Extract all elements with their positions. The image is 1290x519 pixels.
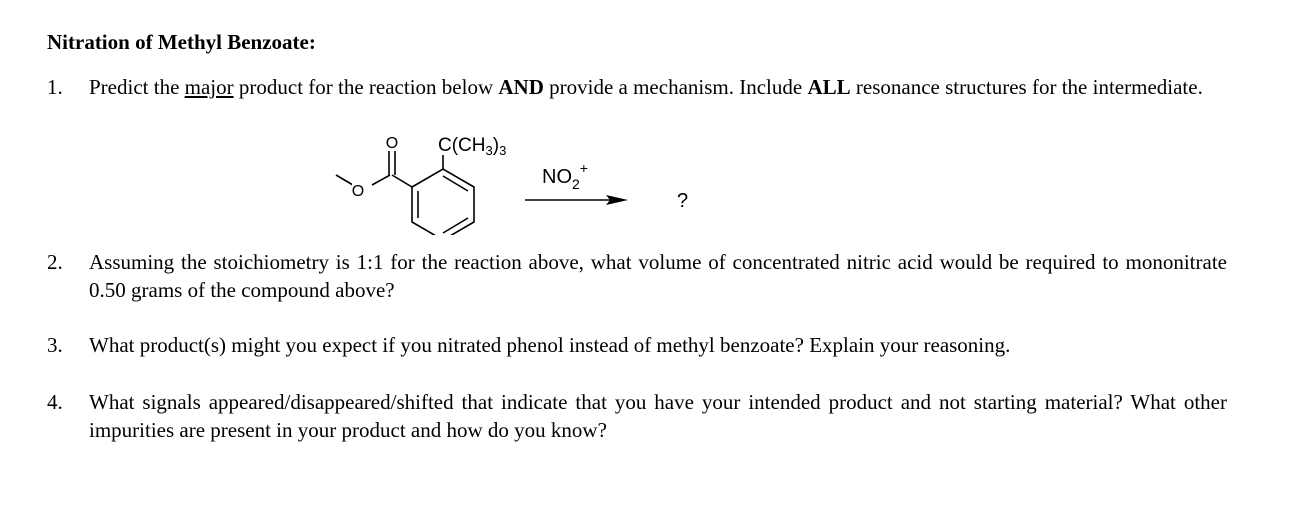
aryl-bond (392, 175, 412, 187)
bold-word: AND (498, 75, 544, 99)
question-2 (47, 248, 1227, 304)
underlined-word: major (184, 75, 234, 99)
aromatic-inner-bond (443, 176, 468, 191)
product-unknown: ? (677, 190, 689, 212)
reaction-arrow (525, 195, 628, 205)
text-segment: product for the reaction below (233, 75, 499, 99)
question-1 (47, 73, 1227, 101)
ester-bond (372, 175, 390, 185)
question-number: 3. (47, 333, 63, 357)
benzene-ring (412, 169, 474, 235)
bold-word: ALL (807, 75, 851, 99)
question-4 (47, 388, 1227, 444)
question-text: What product(s) might you expect if you nitrated phenol instead of methyl benzoate? Explain your reasoning. (89, 333, 1011, 357)
question-number: 2. (47, 250, 63, 274)
ester-oxygen-label: O (351, 183, 365, 200)
question-text: What signals appeared/disappeared/shifted that indicate that you have your intended product and not starting material? What other impurities are present in your product and how do you know? (89, 390, 1227, 442)
question-number: 4. (47, 390, 63, 414)
aromatic-inner-bond (443, 218, 468, 233)
text-segment: provide a mechanism. Include (543, 75, 808, 99)
question-3 (47, 331, 1227, 359)
text-segment: Predict the (89, 75, 185, 99)
carbonyl-oxygen-label: O (385, 135, 399, 152)
reagent-formula: $NO_2^+$ (542, 160, 588, 192)
question-text: Assuming the stoichiometry is 1:1 for the reaction above, what volume of concentrated nitric acid would be required to mononitrate 0.50 grams of the compound above? (89, 250, 1227, 302)
substituent-label: $C(CH_3)_3$ (438, 135, 507, 158)
reaction-scheme (300, 125, 720, 235)
page-title: Nitration of Methyl Benzoate: (47, 30, 316, 54)
question-text (89, 73, 1227, 101)
text-segment: resonance structures for the intermediate. (850, 75, 1203, 99)
question-number: 1. (47, 75, 63, 99)
